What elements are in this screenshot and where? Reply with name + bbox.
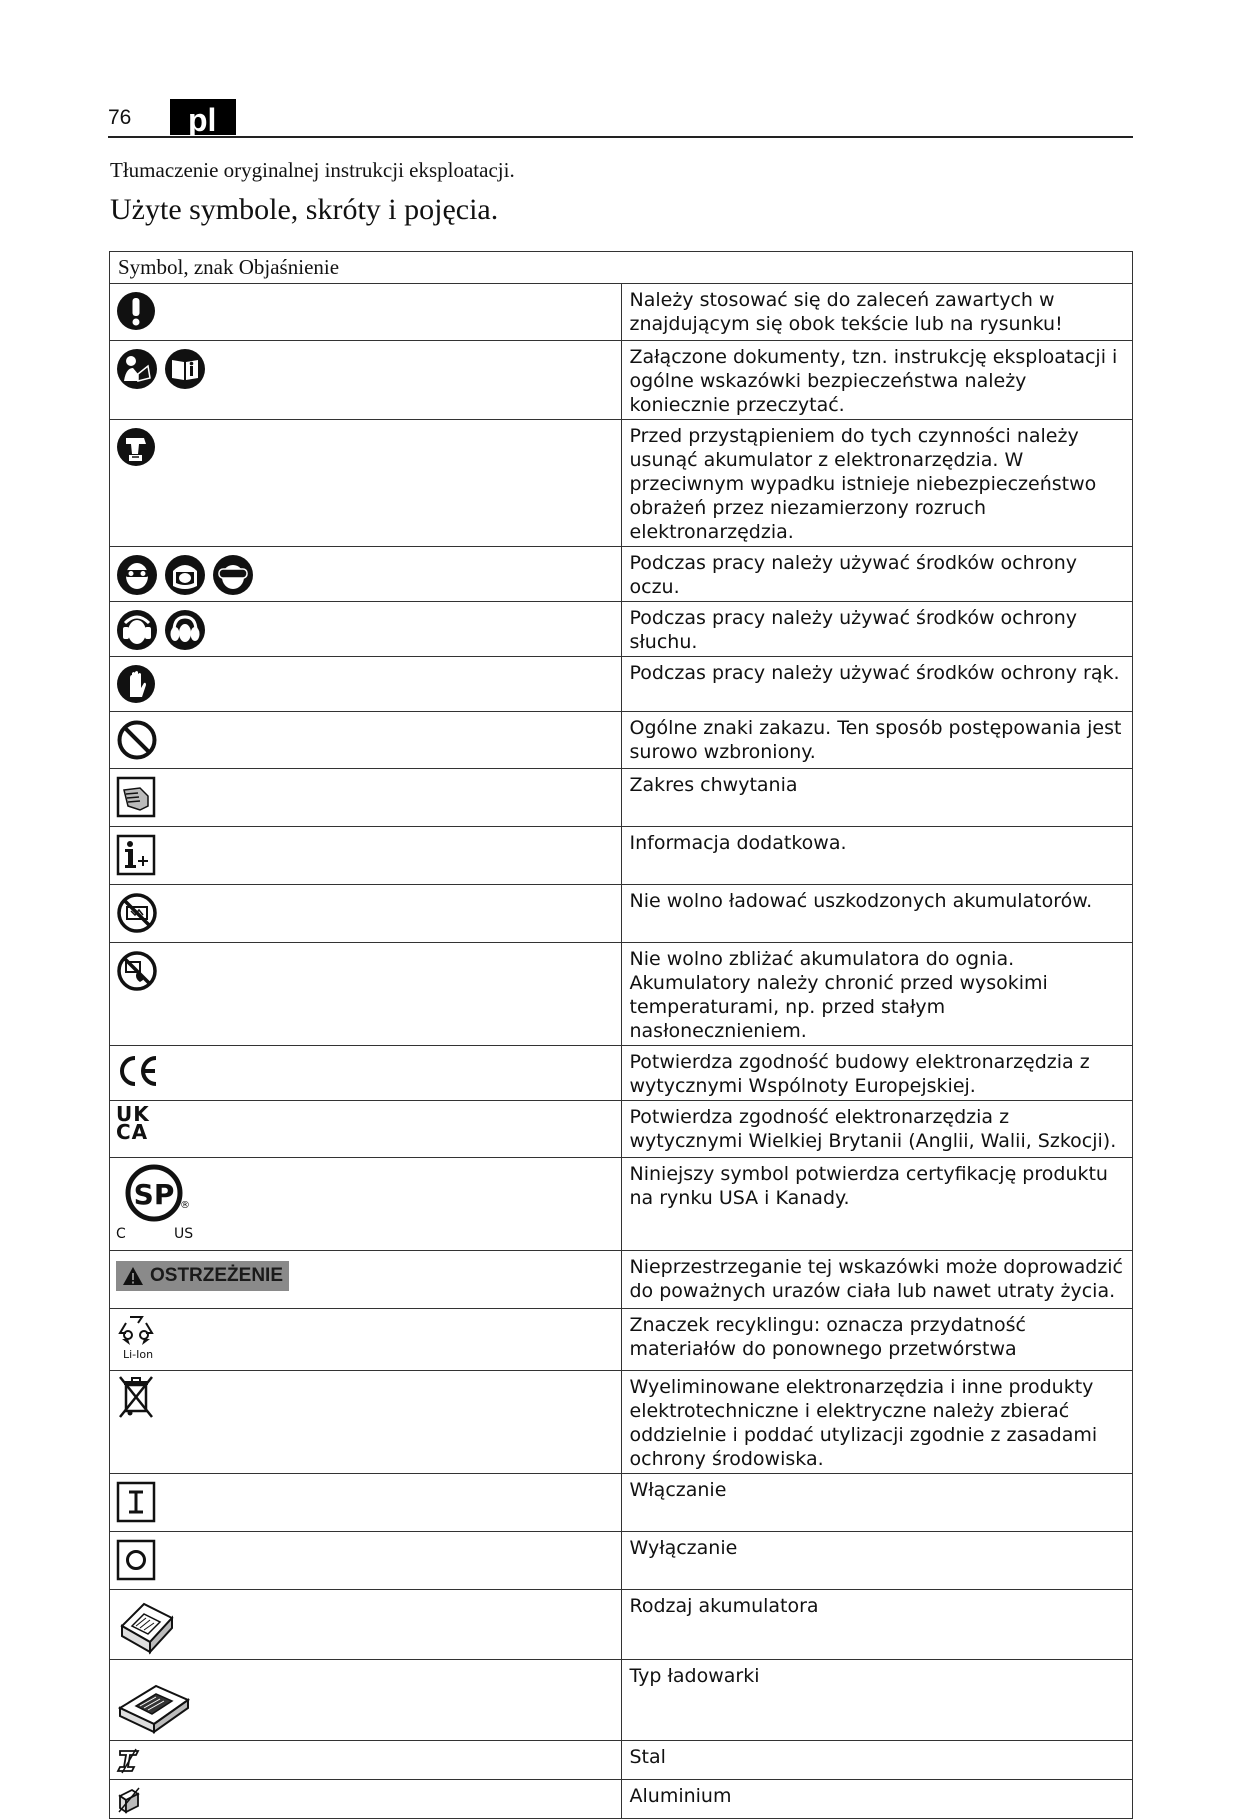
description-cell: Nie wolno ładować uszkodzonych akumulatorów. <box>621 885 1133 943</box>
goggles-icon <box>212 554 254 596</box>
no-fire-icon <box>116 950 158 992</box>
attention-icon <box>116 291 156 331</box>
symbols-table <box>109 251 1133 1819</box>
warning-icon <box>122 1266 144 1286</box>
aluminium-icon <box>116 1786 142 1814</box>
remove-battery-icon <box>116 427 156 467</box>
read-manual-icon <box>116 348 158 390</box>
symbol-cell <box>110 1371 622 1474</box>
header-rule <box>108 136 1133 138</box>
table-row <box>110 1780 1133 1819</box>
face-shield-icon <box>164 554 206 596</box>
table-row <box>110 1158 1133 1251</box>
description-cell: Rodzaj akumulatora <box>621 1590 1133 1660</box>
page-number: 76 <box>108 106 132 129</box>
warning-badge-label: OSTRZEŻENIE <box>150 1265 284 1286</box>
symbol-cell <box>110 1101 622 1158</box>
description-cell: Znaczek recyklingu: oznacza przydatność materiałów do ponownego przetwórstwa <box>621 1309 1133 1371</box>
description-cell: Potwierdza zgodność budowy elektronarzędzia z wytycznymi Wspólnoty Europejskiej. <box>621 1046 1133 1101</box>
symbol-cell <box>110 420 622 547</box>
battery-type-icon <box>116 1596 178 1656</box>
description-cell: Typ ładowarki <box>621 1660 1133 1741</box>
symbol-cell <box>110 885 622 943</box>
ukca-bottom-text: CA <box>116 1120 149 1144</box>
table-row <box>110 1474 1133 1532</box>
description-cell: Włączanie <box>621 1474 1133 1532</box>
symbol-cell <box>110 1780 622 1819</box>
symbol-cell <box>110 1532 622 1590</box>
ukca-top-text: UK <box>116 1102 150 1126</box>
table-row <box>110 712 1133 769</box>
table-row <box>110 1309 1133 1371</box>
table-header-row <box>110 252 1133 284</box>
table-row <box>110 284 1133 341</box>
csa-left-text: C <box>116 1226 126 1242</box>
table-row <box>110 547 1133 602</box>
power-off-icon <box>116 1539 156 1581</box>
prohibition-icon <box>116 719 158 761</box>
description-cell: Wyeliminowane elektronarzędzia i inne produkty elektrotechniczne i elektryczne należy zbierać oddzielnie i poddać utylizacji zgodnie z zasadami ochrony środowiska. <box>621 1371 1133 1474</box>
description-cell: Nieprzestrzeganie tej wskazówki może doprowadzić do poważnych urazów ciała lub nawet utraty życia. <box>621 1251 1133 1309</box>
description-cell: Niniejszy symbol potwierdza certyfikację produktu na rynku USA i Kanady. <box>621 1158 1133 1251</box>
symbol-cell <box>110 943 622 1046</box>
table-row <box>110 657 1133 712</box>
symbol-cell <box>110 547 622 602</box>
description-cell: Wyłączanie <box>621 1532 1133 1590</box>
symbol-cell <box>110 1474 622 1532</box>
language-badge: pl <box>170 99 236 135</box>
description-cell: Nie wolno zbliżać akumulatora do ognia. Akumulatory należy chronić przed wysokimi temperaturami, np. przed stałym nasłonecznieniem. <box>621 943 1133 1046</box>
recycling-arrows-icon <box>116 1313 156 1349</box>
description-cell: Podczas pracy należy używać środków ochrony słuchu. <box>621 602 1133 657</box>
description-cell: Aluminium <box>621 1780 1133 1819</box>
eye-protection-icon <box>116 554 158 596</box>
power-on-icon <box>116 1481 156 1523</box>
description-cell: Przed przystąpieniem do tych czynności należy usunąć akumulator z elektronarzędzia. W przeciwnym wypadku istnieje niebezpieczeństwo obrażeń przez niezamierzony rozruch elektronarzędzia. <box>621 420 1133 547</box>
table-row <box>110 769 1133 827</box>
symbol-cell <box>110 657 622 712</box>
table-row <box>110 827 1133 885</box>
csa-logo-icon <box>124 1164 184 1222</box>
table-header <box>110 252 1133 284</box>
glove-icon <box>116 664 156 704</box>
description-cell: Ogólne znaki zakazu. Ten sposób postępowania jest surowo wzbroniony. <box>621 712 1133 769</box>
info-plus-icon <box>116 834 156 876</box>
table-row <box>110 1660 1133 1741</box>
symbol-cell <box>110 602 622 657</box>
table-row <box>110 885 1133 943</box>
charger-type-icon <box>116 1674 192 1734</box>
table-row <box>110 1251 1133 1309</box>
ukca-mark-icon <box>116 1102 150 1144</box>
table-row <box>110 1741 1133 1780</box>
symbol-cell <box>110 1590 622 1660</box>
description-cell: Zakres chwytania <box>621 769 1133 827</box>
section-title: Użyte symbole, skróty i pojęcia. <box>110 193 499 226</box>
symbol-cell <box>110 1158 622 1251</box>
symbol-cell <box>110 1251 622 1309</box>
symbol-cell <box>110 1741 622 1780</box>
steel-icon <box>116 1747 142 1775</box>
symbol-cell <box>110 284 622 341</box>
grip-area-icon <box>116 776 156 818</box>
table-row <box>110 1046 1133 1101</box>
symbol-cell <box>110 1309 622 1371</box>
table-row <box>110 943 1133 1046</box>
description-cell: Załączone dokumenty, tzn. instrukcję eksploatacji i ogólne wskazówki bezpieczeństwa należy koniecznie przeczytać. <box>621 341 1133 420</box>
description-cell: Należy stosować się do zaleceń zawartych w znajdującym się obok tekście lub na rysunku! <box>621 284 1133 341</box>
symbol-cell <box>110 1660 622 1741</box>
symbol-cell <box>110 712 622 769</box>
table-row <box>110 602 1133 657</box>
symbol-cell <box>110 1046 622 1101</box>
ear-protection-icon <box>116 609 158 651</box>
table-row <box>110 420 1133 547</box>
description-cell: Informacja dodatkowa. <box>621 827 1133 885</box>
table-row <box>110 1532 1133 1590</box>
symbol-cell <box>110 769 622 827</box>
earmuff-icon <box>164 609 206 651</box>
document-subtitle: Tłumaczenie oryginalnej instrukcji eksploatacji. <box>110 158 515 182</box>
symbol-cell <box>110 341 622 420</box>
table-row <box>110 1371 1133 1474</box>
ce-mark-icon <box>116 1054 160 1088</box>
svg-text:SP: SP <box>133 1178 175 1211</box>
no-damaged-battery-icon <box>116 892 158 934</box>
warning-badge <box>116 1261 289 1291</box>
table-row <box>110 1590 1133 1660</box>
weee-bin-icon <box>116 1375 156 1419</box>
csa-right-text: US <box>174 1226 194 1242</box>
info-book-icon <box>164 348 206 390</box>
table-header-text: Symbol, znak Objaśnienie <box>118 255 340 279</box>
description-cell: Stal <box>621 1741 1133 1780</box>
symbol-cell <box>110 827 622 885</box>
registered-icon: ® <box>180 1200 190 1211</box>
description-cell: Podczas pracy należy używać środków ochrony rąk. <box>621 657 1133 712</box>
recycling-icon <box>116 1313 160 1360</box>
liion-label: Li-Ion <box>122 1348 154 1361</box>
description-cell: Potwierdza zgodność elektronarzędzia z wytycznymi Wielkiej Brytanii (Anglii, Walii, Szkocji). <box>621 1101 1133 1158</box>
csa-mark-icon <box>116 1164 206 1242</box>
table-row <box>110 1101 1133 1158</box>
description-cell: Podczas pracy należy używać środków ochrony oczu. <box>621 547 1133 602</box>
table-row <box>110 341 1133 420</box>
